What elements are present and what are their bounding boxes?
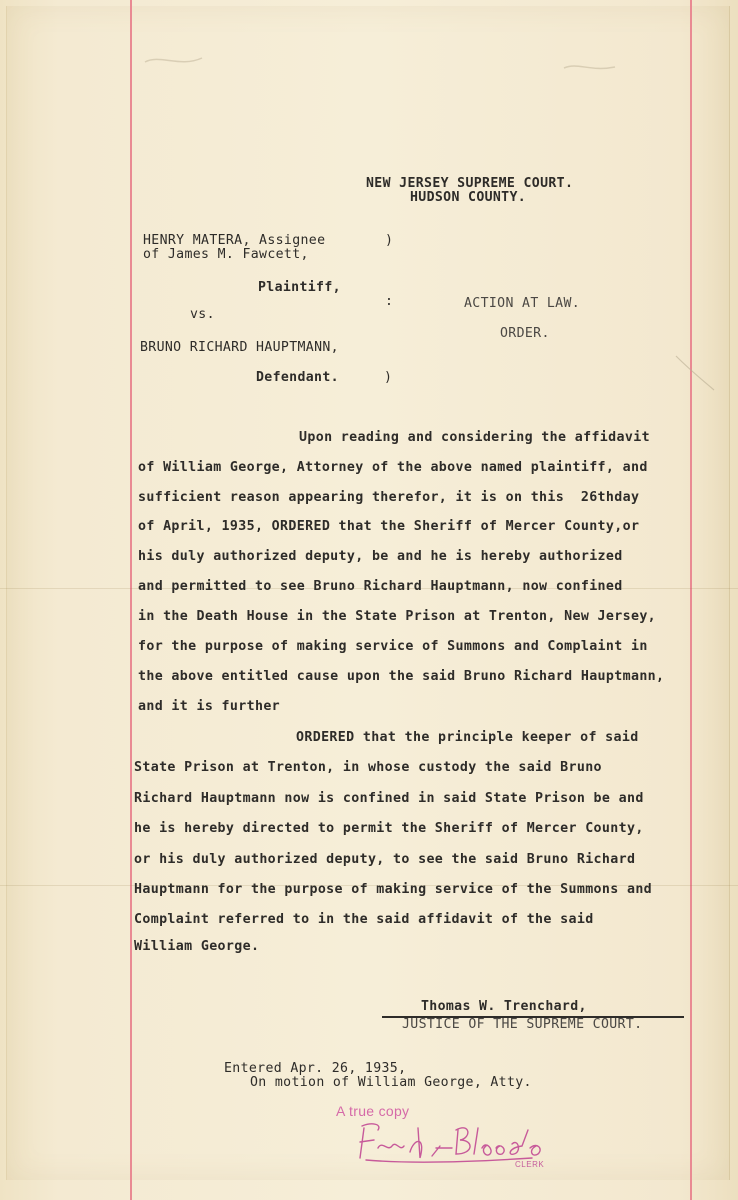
- left-margin-rule: [130, 0, 132, 1200]
- versus-label: vs.: [190, 307, 215, 322]
- caption-bracket-top: ): [385, 233, 394, 248]
- plaintiff-role: Plaintiff,: [258, 280, 341, 295]
- defendant-role: Defendant.: [256, 370, 339, 385]
- order-body-line: and permitted to see Bruno Richard Hauptmann, now confined: [138, 579, 623, 594]
- plaintiff-name: HENRY MATERA, Assignee: [143, 233, 326, 248]
- order-body-line: ORDERED that the principle keeper of said: [296, 730, 639, 745]
- order-body-line: sufficient reason appearing therefor, it is on this 26thday: [138, 490, 640, 505]
- county-name: HUDSON COUNTY.: [410, 190, 527, 205]
- order-body-line: he is hereby directed to permit the Sheriff of Mercer County,: [134, 821, 644, 836]
- order-body-line: or his duly authorized deputy, to see the said Bruno Richard: [134, 852, 636, 867]
- order-body-line: State Prison at Trenton, in whose custody the said Bruno: [134, 760, 602, 775]
- caption-bracket-bottom: ): [384, 370, 393, 385]
- order-body-line: of April, 1935, ORDERED that the Sheriff of Mercer County,or: [138, 519, 640, 534]
- order-body-line: for the purpose of making service of Summons and Complaint in: [138, 639, 648, 654]
- entry-date: Entered Apr. 26, 1935,: [224, 1061, 407, 1076]
- justice-name: Thomas W. Trenchard,: [421, 999, 587, 1014]
- order-body-line: Complaint referred to in the said affidavit of the said: [134, 912, 594, 927]
- caption-bracket-mid: :: [385, 294, 394, 309]
- plaintiff-assignor: of James M. Fawcett,: [143, 247, 309, 262]
- clerk-label: CLERK: [515, 1160, 545, 1169]
- right-margin-rule: [690, 0, 692, 1200]
- paper-smudge: [140, 50, 210, 75]
- order-body-line: of William George, Attorney of the above named plaintiff, and: [138, 460, 648, 475]
- paper-smudge: [560, 58, 620, 78]
- order-body-line: his duly authorized deputy, be and he is hereby authorized: [138, 549, 623, 564]
- order-body-line: Hauptmann for the purpose of making service of the Summons and: [134, 882, 653, 897]
- defendant-name: BRUNO RICHARD HAUPTMANN,: [140, 340, 339, 355]
- court-name: NEW JERSEY SUPREME COURT.: [366, 176, 574, 191]
- order-body-line: and it is further: [138, 699, 281, 714]
- paper-smudge: [670, 350, 720, 400]
- entry-motion: On motion of William George, Atty.: [250, 1075, 532, 1090]
- order-body-line: the above entitled cause upon the said Bruno Richard Hauptmann,: [138, 669, 665, 684]
- order-body-line: Richard Hauptmann now is confined in said State Prison be and: [134, 791, 644, 806]
- order-body-line: in the Death House in the State Prison at Trenton, New Jersey,: [138, 609, 657, 624]
- order-body-line: Upon reading and considering the affidavit: [299, 430, 650, 445]
- true-copy-stamp: A true copy: [336, 1103, 410, 1119]
- justice-title: JUSTICE OF THE SUPREME COURT.: [402, 1017, 643, 1032]
- document-type: ORDER.: [500, 326, 550, 341]
- order-body-line: William George.: [134, 939, 260, 954]
- action-type: ACTION AT LAW.: [464, 296, 581, 311]
